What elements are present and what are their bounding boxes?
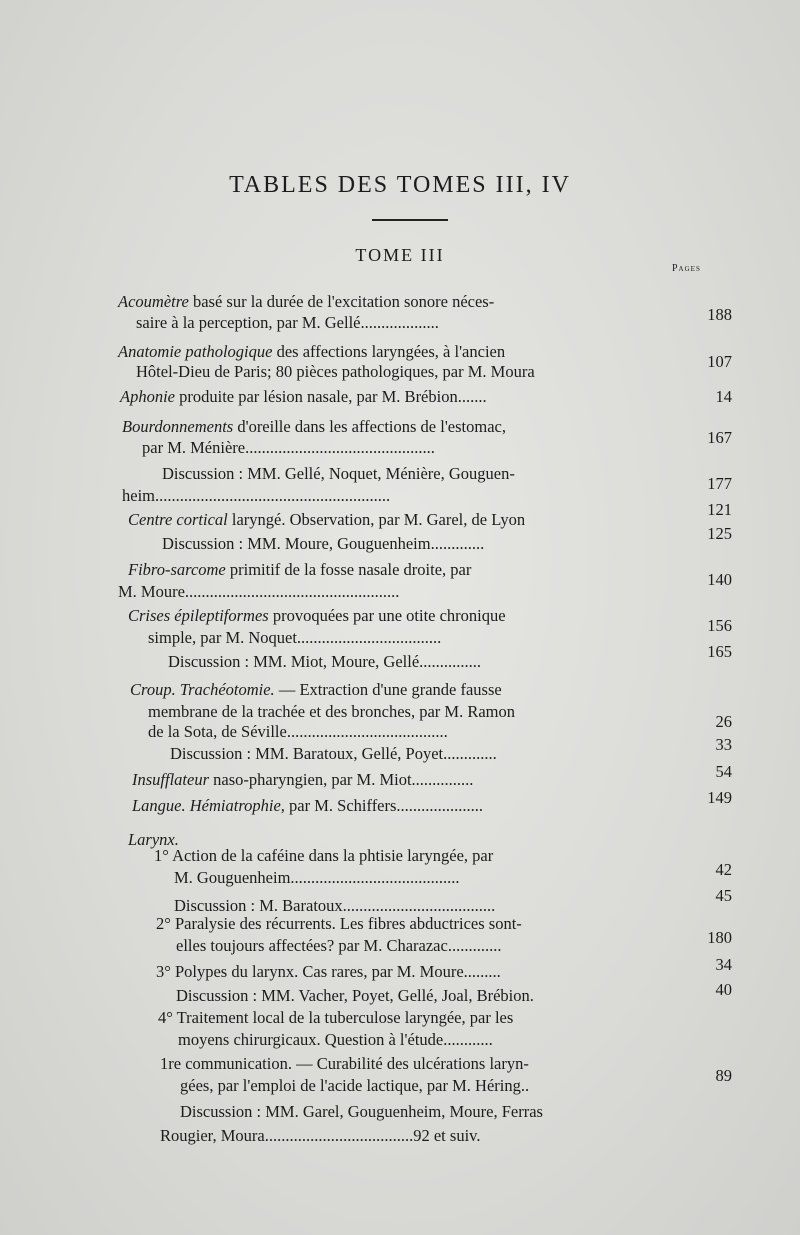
page-number: 149 xyxy=(707,788,732,807)
section-heading: TOME III xyxy=(355,245,445,265)
toc-entry-term: Insufflateur xyxy=(132,770,209,789)
toc-entry-line: Discussion : M. Baratoux..................................... xyxy=(174,896,496,915)
toc-entry-line: elles toujours affectées? par M. Charazac............. xyxy=(176,936,502,955)
page-number: 180 xyxy=(707,928,732,947)
toc-entry-line: 1° Action de la caféine dans la phtisie laryngée, par xyxy=(154,846,494,865)
toc-entry-line xyxy=(132,796,483,816)
toc-entry-line: gées, par l'emploi de l'acide lactique, par M. Héring.. xyxy=(180,1076,530,1095)
toc-entry-term: Anatomie pathologique xyxy=(118,342,273,361)
toc-entry-text: produite par lésion nasale, par M. Brébion....... xyxy=(175,387,487,406)
toc-entry-line xyxy=(130,680,502,700)
toc-entry-term: Larynx. xyxy=(128,830,179,849)
page-number: 42 xyxy=(715,860,732,879)
toc-entry-line: membrane de la trachée et des bronches, par M. Ramon xyxy=(148,702,515,721)
toc-entry-line: Rougier, Moura....................................92 et suiv. xyxy=(160,1126,481,1145)
toc-entry-line: M. Gouguenheim......................................... xyxy=(174,868,460,887)
toc-entry-text: basé sur la durée de l'excitation sonore néces- xyxy=(188,292,495,311)
toc-entry-text: laryngé. Observation, par M. Garel, de Lyon xyxy=(227,510,526,529)
page-number: 45 xyxy=(715,886,732,905)
page-number: 156 xyxy=(707,616,732,635)
toc-entry-line: M. Moure.................................................... xyxy=(118,582,400,601)
toc-entry-text: primitif de la fosse nasale droite, par xyxy=(225,560,472,579)
page-number: 34 xyxy=(715,955,732,974)
toc-entry-term: Croup. Trachéotomie. xyxy=(130,680,275,699)
toc-entry-line xyxy=(118,292,494,312)
toc-entry-line: 4° Traitement local de la tuberculose laryngée, par les xyxy=(158,1008,514,1027)
toc-entry-line: de la Sota, de Séville....................................... xyxy=(148,722,448,741)
toc-entry-term: Acoumètre xyxy=(118,292,189,311)
pages-column-label: Pages xyxy=(672,263,701,274)
toc-entry-term: Fibro-sarcome xyxy=(128,560,226,579)
page-number: 14 xyxy=(715,387,732,406)
toc-entry-line: Discussion : MM. Baratoux, Gellé, Poyet............. xyxy=(170,744,497,763)
toc-entry-line xyxy=(128,510,525,530)
toc-entry-line: moyens chirurgicaux. Question à l'étude............ xyxy=(178,1030,493,1049)
page-number: 40 xyxy=(715,980,732,999)
title-rule xyxy=(372,219,448,221)
toc-entry-line: simple, par M. Noquet................................... xyxy=(148,628,442,647)
toc-entry-line xyxy=(128,560,471,580)
page-number: 121 xyxy=(707,500,732,519)
page-number: 33 xyxy=(715,735,732,754)
toc-entry-line xyxy=(132,770,473,790)
toc-entry-text: des affections laryngées, à l'ancien xyxy=(272,342,506,361)
toc-entry-term: Centre cortical xyxy=(128,510,228,529)
toc-entry-text: naso-pharyngien, par M. Miot............... xyxy=(209,770,474,789)
toc-entry-line: heim......................................................... xyxy=(122,486,391,505)
toc-entry-term: Aphonie xyxy=(120,387,175,406)
toc-entry-line xyxy=(122,417,506,437)
toc-entry-term: Bourdonnements xyxy=(122,417,234,436)
toc-entry-line: 2° Paralysie des récurrents. Les fibres abductrices sont- xyxy=(156,914,522,933)
toc-entry-line: 3° Polypes du larynx. Cas rares, par M. Moure......... xyxy=(156,962,501,981)
toc-entry-text: provoquées par une otite chronique xyxy=(268,606,506,625)
toc-entry-line: Discussion : MM. Garel, Gouguenheim, Moure, Ferras xyxy=(180,1102,543,1121)
toc-entry-line: Discussion : MM. Gellé, Noquet, Ménière, Gouguen- xyxy=(162,464,515,483)
page-number: 167 xyxy=(707,428,732,447)
page-number: 54 xyxy=(715,762,732,781)
toc-entry-term: Langue. Hémiatrophie, xyxy=(132,796,285,815)
page-title: TABLES DES TOMES III, IV xyxy=(229,172,571,198)
page-number: 177 xyxy=(707,474,732,493)
toc-entry-line xyxy=(118,342,505,362)
toc-entry-line: par M. Ménière.............................................. xyxy=(142,438,435,457)
toc-entry-line: Hôtel-Dieu de Paris; 80 pièces pathologiques, par M. Moura xyxy=(136,362,535,381)
toc-entry-text: d'oreille dans les affections de l'estomac, xyxy=(233,417,506,436)
page-number: 188 xyxy=(707,305,732,324)
toc-entry-line: Discussion : MM. Moure, Gouguenheim............. xyxy=(162,534,485,553)
toc-entry-line: Discussion : MM. Vacher, Poyet, Gellé, Joal, Brébion. xyxy=(176,986,534,1005)
page-number: 125 xyxy=(707,524,732,543)
page-number: 140 xyxy=(707,570,732,589)
toc-entry-line: Discussion : MM. Miot, Moure, Gellé............... xyxy=(168,652,482,671)
toc-entry-line xyxy=(120,387,487,407)
toc-entry-line xyxy=(128,606,506,626)
page-number: 26 xyxy=(715,712,732,731)
toc-entry-line: saire à la perception, par M. Gellé................... xyxy=(136,313,439,332)
toc-entry-line: 1re communication. — Curabilité des ulcérations laryn- xyxy=(160,1054,529,1073)
page-number: 165 xyxy=(707,642,732,661)
toc-entry-text: — Extraction d'une grande fausse xyxy=(274,680,502,699)
toc-entry-term: Crises épileptiformes xyxy=(128,606,269,625)
page-number: 89 xyxy=(715,1066,732,1085)
page-number: 107 xyxy=(707,352,732,371)
toc-entry-text: par M. Schiffers..................... xyxy=(284,796,484,815)
